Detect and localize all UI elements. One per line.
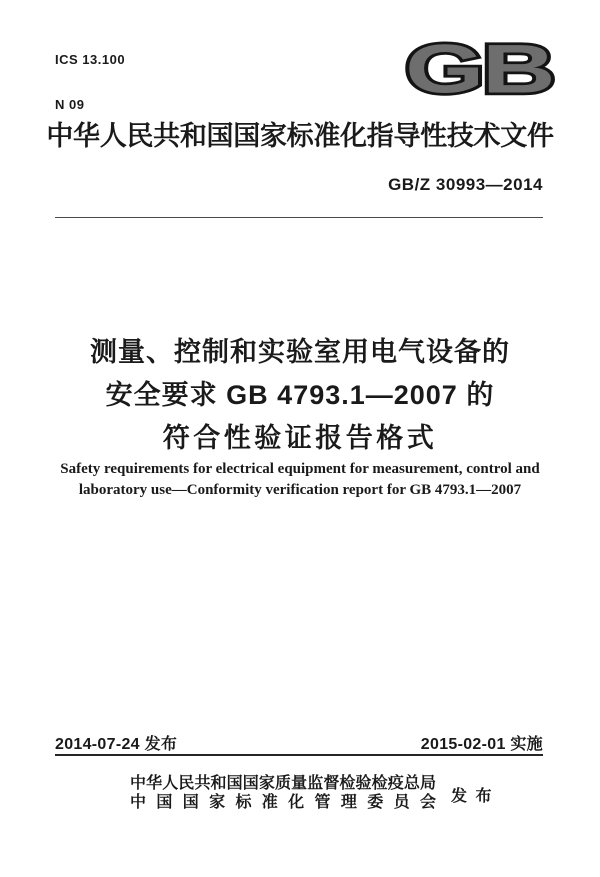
release-label: 发 布 — [451, 788, 494, 805]
issuer-line-1: 中华人民共和国国家质量监督检验检疫总局 — [130, 775, 436, 792]
header-rule — [55, 217, 543, 218]
title-line-1: 测量、控制和实验室用电气设备的 — [90, 337, 510, 367]
dates-row — [55, 731, 543, 754]
implementation-date: 2015-02-01 实施 — [420, 736, 543, 753]
issue-date: 2014-07-24 发布 — [55, 736, 178, 753]
issuer-line-2: 中 国 国 家 标 准 化 管 理 委 员 会 — [130, 794, 436, 811]
english-title-line-2: laboratory use—Conformity verification report for GB 4793.1—2007 — [78, 482, 522, 498]
title-line-2: 安全要求 GB 4793.1—2007 的 — [105, 380, 495, 410]
gb-logo-text: GB — [405, 32, 554, 97]
title-line-3: 符合性验证报告格式 — [162, 423, 438, 453]
issuer-block — [130, 774, 436, 812]
ics-code: ICS 13.100 — [55, 52, 126, 67]
english-title — [0, 459, 600, 501]
english-title-line-1: Safety requirements for electrical equipment for measurement, control and — [60, 461, 540, 477]
gb-logo — [404, 32, 568, 97]
classification-code: N 09 — [55, 97, 85, 112]
gb-logo-graphic — [404, 32, 568, 97]
standard-number: GB/Z 30993—2014 — [388, 175, 543, 194]
footer-rule — [55, 754, 543, 756]
title-block — [0, 331, 600, 460]
document-type-heading: 中华人民共和国国家标准化指导性技术文件 — [46, 121, 554, 151]
